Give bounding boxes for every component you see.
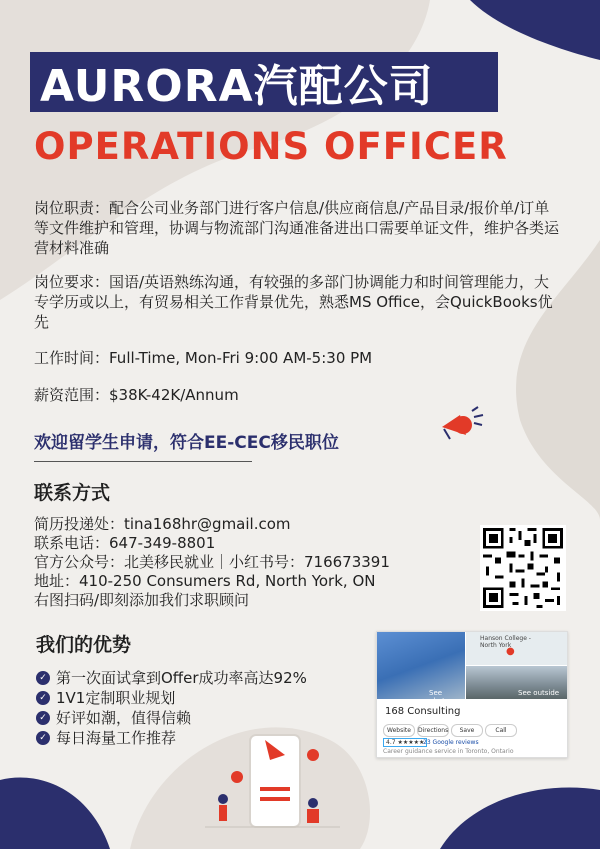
job-title: OPERATIONS OFFICER (34, 125, 508, 168)
check-icon: ✓ (36, 691, 50, 705)
street-view[interactable] (466, 666, 567, 699)
contact-scan-note: 右图扫码/即刻添加我们求职顾问 (34, 591, 250, 609)
contact-address: 地址：410-250 Consumers Rd, North York, ON (34, 572, 376, 590)
list-item: ✓ 第一次面试拿到Offer成功率高达92% (36, 668, 307, 688)
list-item: ✓ 1V1定制职业规划 (36, 688, 307, 708)
see-outside-label: See outside (518, 689, 560, 697)
website-button[interactable]: Website (383, 724, 415, 737)
contact-info (34, 515, 390, 610)
list-item: ✓ 每日海量工作推荐 (36, 728, 307, 748)
building-photo[interactable] (377, 632, 465, 705)
advantages-heading: 我们的优势 (36, 634, 132, 656)
save-button[interactable]: Save (451, 724, 483, 737)
map-thumbnail[interactable]: Hanson College - North York ● (466, 632, 567, 665)
reviews-link[interactable]: 23 Google reviews (423, 739, 479, 746)
recruitment-illustration (195, 715, 345, 835)
megaphone-icon (436, 405, 488, 447)
qr-code[interactable] (480, 525, 566, 611)
list-item: ✓ 好评如潮，值得信赖 (36, 708, 307, 728)
company-title-banner (30, 52, 498, 112)
check-icon: ✓ (36, 711, 50, 725)
job-requirements: 岗位要求：国语/英语熟练沟通，有较强的多部门协调能力和时间管理能力，大专学历或以上，有贸易相关工作背景优先，熟悉MS Office，会QuickBooks优先 (34, 273, 553, 331)
salary-range: 薪资范围：$38K-42K/Annum (34, 386, 239, 404)
contact-heading: 联系方式 (34, 482, 111, 504)
contact-phone: 联系电话：647-349-8801 (34, 534, 216, 552)
directions-button[interactable]: Directions (417, 724, 449, 737)
business-name: 168 Consulting (385, 706, 461, 717)
contact-email: 简历投递处：tina168hr@gmail.com (34, 515, 291, 533)
business-description: Career guidance service in Toronto, Ontario (383, 748, 514, 755)
rating: 4.7 ★★★★★ (383, 738, 427, 747)
call-button[interactable]: Call (485, 724, 517, 737)
divider (34, 461, 252, 462)
check-icon: ✓ (36, 731, 50, 745)
contact-social: 官方公众号：北美移民就业｜小红书号：716673391 (34, 553, 390, 571)
see-photos-label: See photos (429, 689, 453, 705)
google-business-card[interactable] (376, 631, 568, 758)
map-pin-icon: ● (506, 646, 515, 657)
job-duties: 岗位职责：配合公司业务部门进行客户信息/供应商信息/产品目录/报价单/订单等文件维护和管理，协调与物流部门沟通准备进出口需要单证文件，维护各类运营材料准确 (34, 199, 560, 257)
work-time: 工作时间：Full-Time, Mon-Fri 9:00 AM-5:30 PM (34, 349, 373, 367)
welcome-message: 欢迎留学生申请，符合EE-CEC移民职位 (34, 433, 339, 453)
check-icon: ✓ (36, 671, 50, 685)
company-title: AURORA汽配公司 (40, 61, 434, 112)
